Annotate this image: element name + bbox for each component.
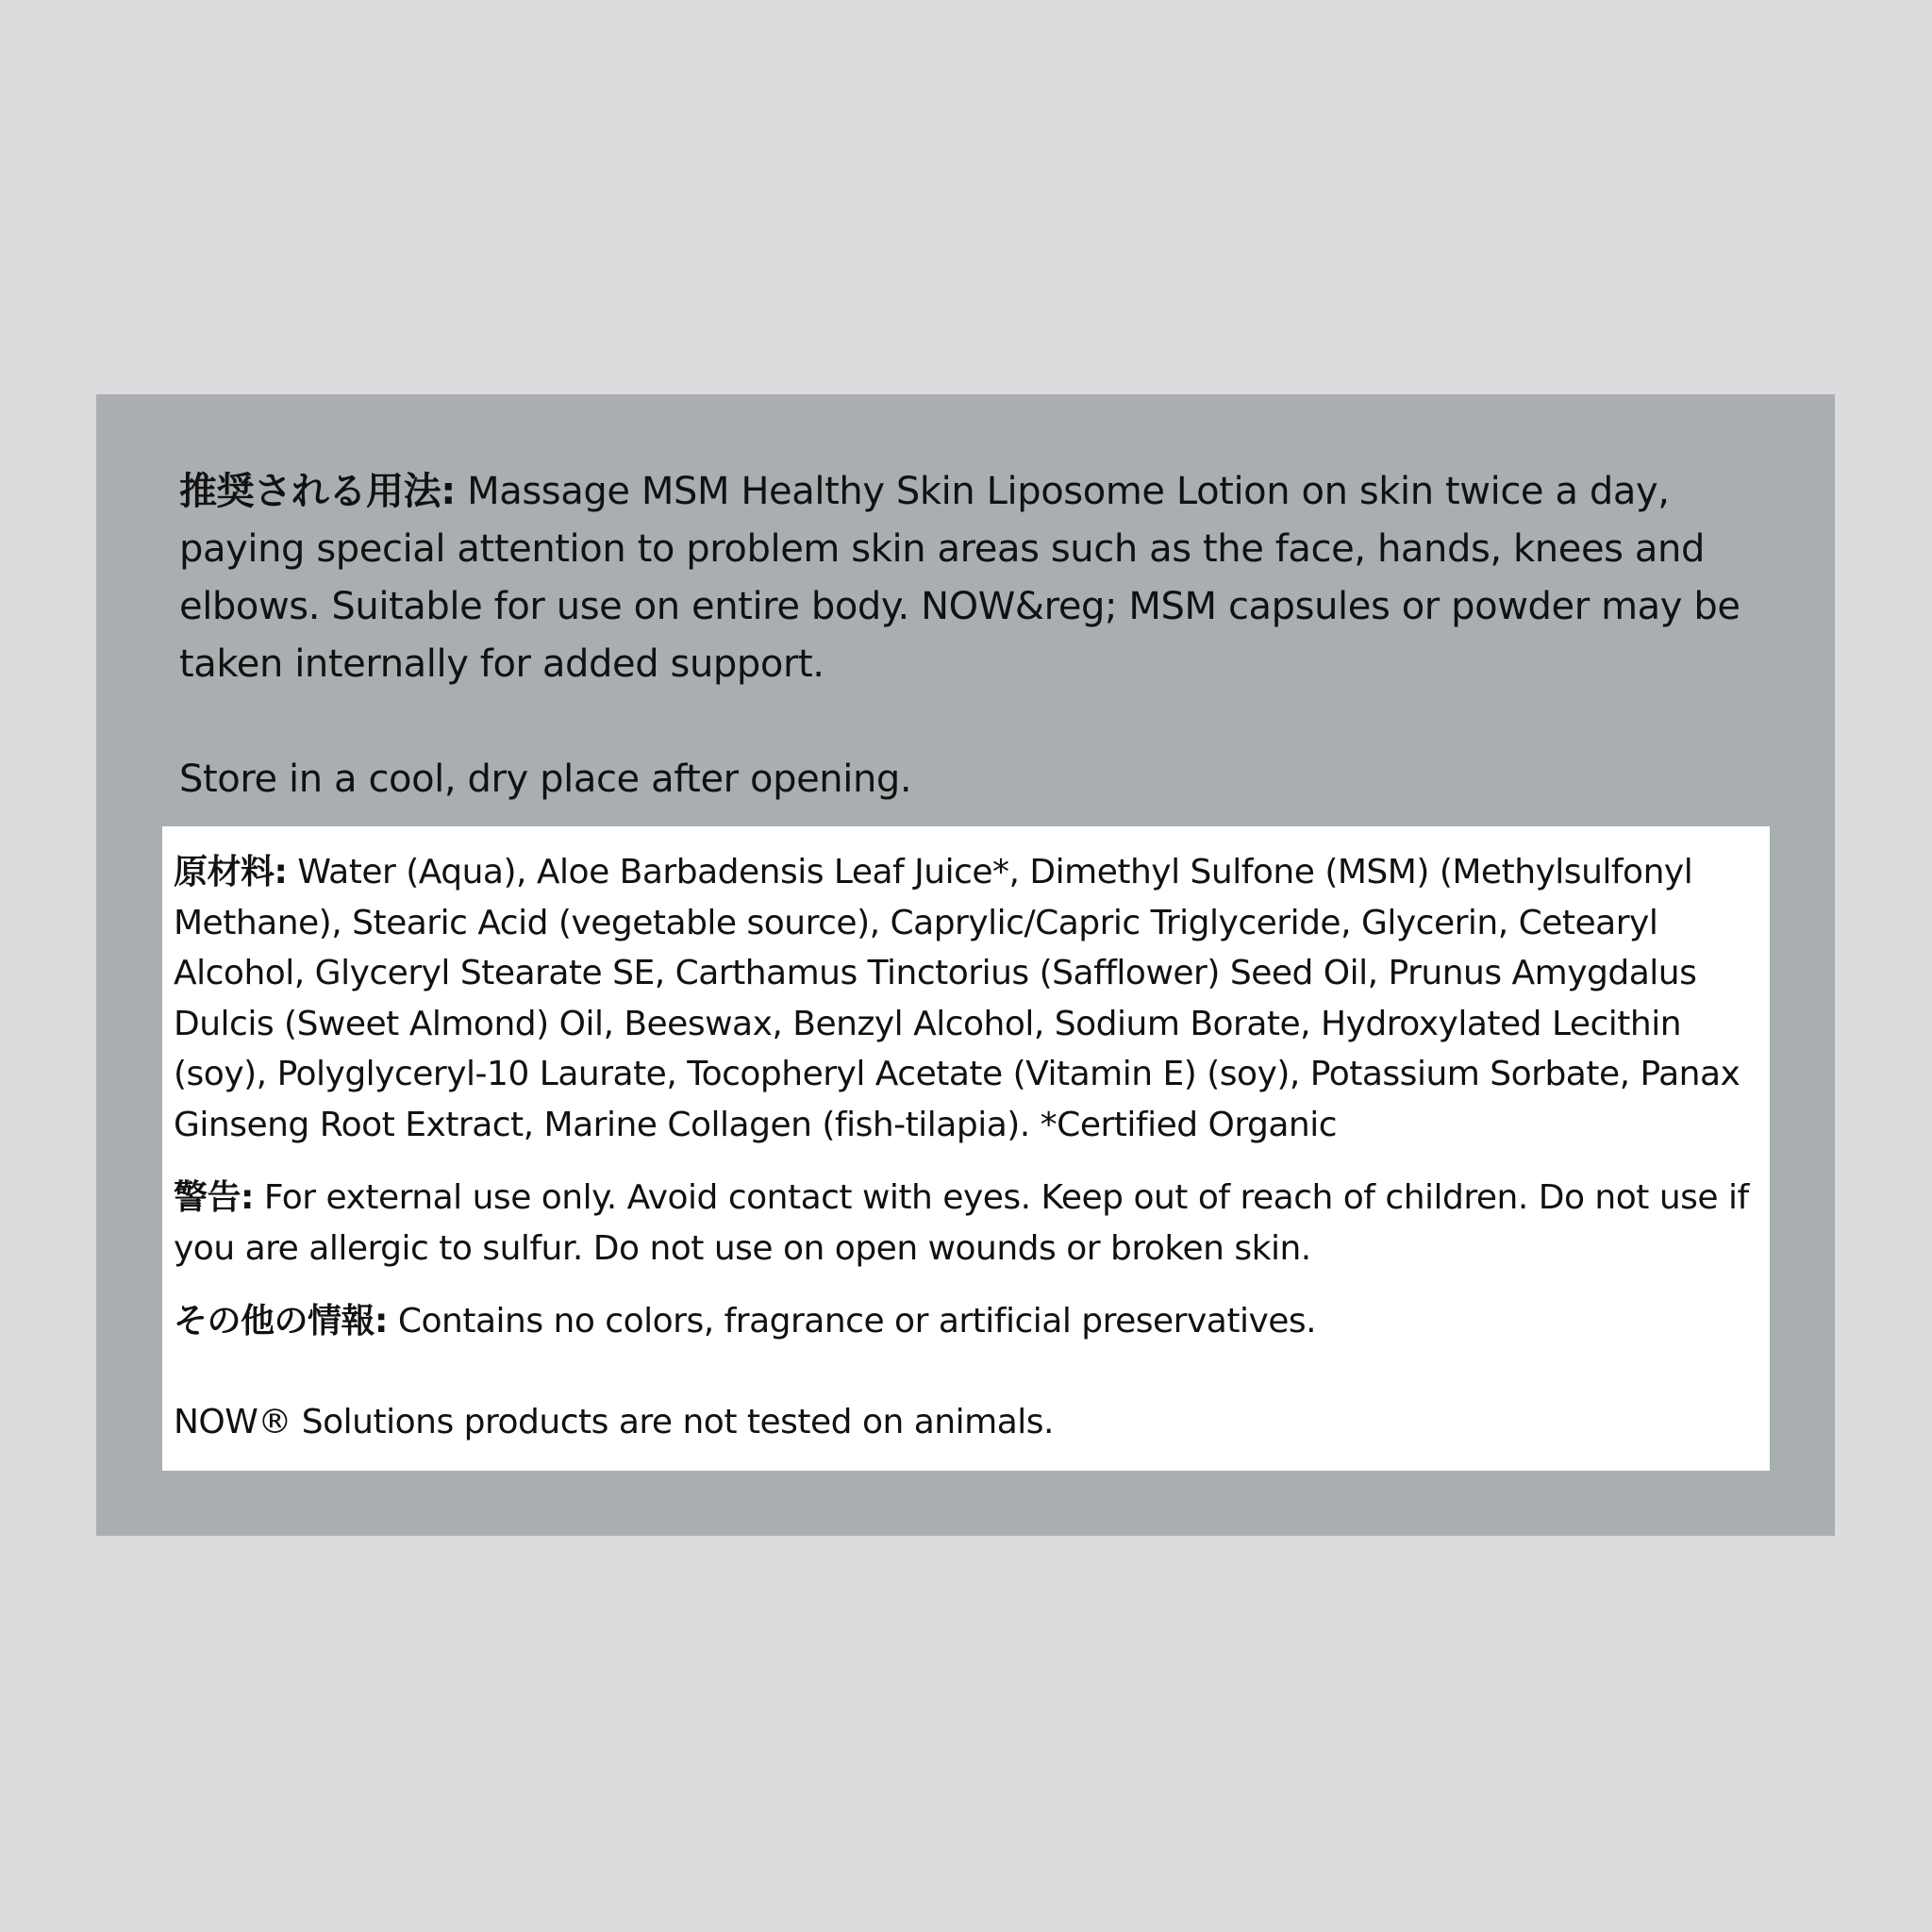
other-info-label: その他の情報: — [174, 1302, 388, 1341]
directions-label: 推奨される用法: — [179, 470, 456, 513]
storage-text: Store in a cool, dry place after opening. — [179, 758, 912, 801]
ingredients-paragraph — [174, 847, 1768, 1150]
label-panel — [96, 394, 1835, 1536]
warning-paragraph — [174, 1173, 1768, 1274]
ingredients-box — [162, 826, 1770, 1471]
ingredients-text: Water (Aqua), Aloe Barbadensis Leaf Juice*, Dimethyl Sulfone (MSM) (Methylsulfonyl Methane), Stearic Acid (vegetable source), Caprylic/Capric Triglyceride, Glycerin, Cetearyl Alcohol, Glyceryl Stearate SE, Carthamus Tinctorius (Safflower) Seed Oil, Prunus Amygdalus Dulcis (Sweet Almond) Oil, Beeswax, Benzyl Alcohol, Sodium Borate, Hydroxylated Lecithin (soy), Polyglyceryl-10 Laurate, Tocopheryl Acetate (Vitamin E) (soy), Potassium Sorbate, Panax Ginseng Root Extract, Marine Collagen (fish-tilapia). *Certified Organic — [174, 853, 1740, 1144]
other-info-paragraph — [174, 1296, 1768, 1347]
warning-text: For external use only. Avoid contact with eyes. Keep out of reach of children. Do not use if you are allergic to sulfur. Do not use on open wounds or broken skin. — [174, 1178, 1749, 1268]
directions-text: Massage MSM Healthy Skin Liposome Lotion on skin twice a day, paying special attention to problem skin areas such as the face, hands, knees and elbows. Suitable for use on entire body. NOW&reg; MSM capsules or powder may be taken internally for added support. — [179, 470, 1740, 686]
animal-testing-note: NOW® Solutions products are not tested on animals. — [174, 1402, 1054, 1441]
directions-section — [179, 463, 1764, 808]
directions-paragraph — [179, 463, 1764, 693]
warning-label: 警告: — [174, 1178, 254, 1217]
ingredients-label: 原材料: — [174, 853, 288, 891]
other-info-text: Contains no colors, fragrance or artificial preservatives. — [387, 1302, 1317, 1341]
